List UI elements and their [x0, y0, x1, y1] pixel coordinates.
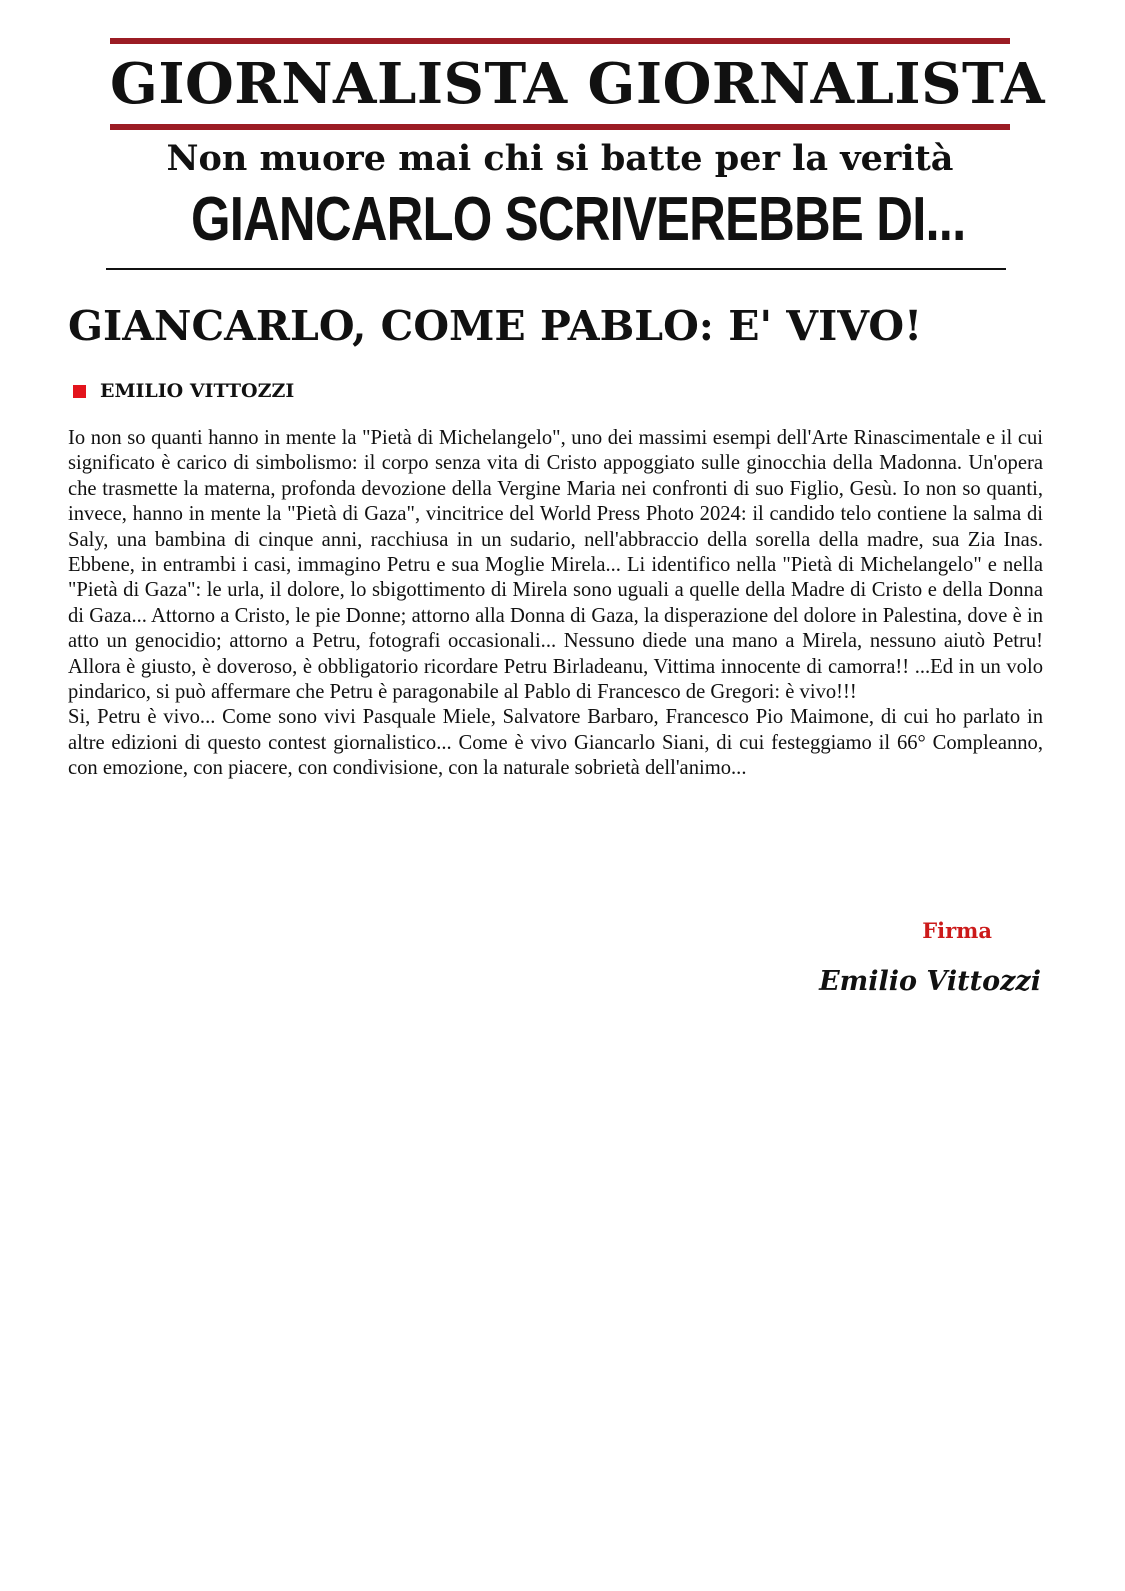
header-divider: [106, 268, 1006, 270]
signature-label: Firma: [922, 918, 992, 943]
author-byline: [73, 378, 294, 404]
section-banner: GIANCARLO SCRIVEREBBE DI...: [191, 185, 966, 254]
author-name: EMILIO VITTOZZI: [100, 380, 295, 402]
article-body: [68, 426, 1043, 782]
masthead-title: GIORNALISTA GIORNALISTA: [110, 51, 1046, 117]
signature-name: Emilio Vittozzi: [819, 966, 1041, 997]
masthead-motto: Non muore mai chi si batte per la verità: [166, 138, 954, 179]
square-bullet-icon: [73, 385, 86, 398]
article-paragraph: Io non so quanti hanno in mente la "Pietà di Michelangelo", uno dei massimi esempi dell'Arte Rinascimentale e il cui significato è carico di simbolismo: il corpo senza vita di Cristo appoggiato sulle ginocchia della Madonna. Un'opera che trasmette la materna, profonda devozione della Vergine Maria nei confronti di suo Figlio, Gesù. Io non so quanti, invece, hanno in mente la "Pietà di Gaza", vincitrice del World Press Photo 2024: il candido telo contiene la salma di Saly, una bambina di cinque anni, racchiusa in un sudario, nell'abbraccio della sorella della madre, sua Zia Inas. Ebbene, in entrambi i casi, immagino Petru e sua Moglie Mirela... Li identifico nella "Pietà di Michelangelo" e nella "Pietà di Gaza": le urla, il dolore, lo sbigottimento di Mirela sono uguali a quelle della Madre di Cristo e della Donna di Gaza... Attorno a Cristo, le pie Donne; attorno alla Donna di Gaza, la disperazione del dolore in Palestina, dove è in atto un genocidio; attorno a Petru, fotografi occasionali... Nessuno diede una mano a Mirela, nessuno aiutò Petru! Allora è giusto, è doveroso, è obbligatorio ricordare Petru Birladeanu, Vittima innocente di camorra!! ...Ed in un volo pindarico, si può affermare che Petru è paragonabile al Pablo di Francesco de Gregori: è vivo!!!: [68, 427, 1043, 704]
masthead-bottom-rule: [110, 124, 1010, 130]
article-paragraph: Si, Petru è vivo... Come sono vivi Pasquale Miele, Salvatore Barbaro, Francesco Pio Maimone, di cui ho parlato in altre edizioni di questo contest giornalistico... Come è vivo Giancarlo Siani, di cui festeggiamo il 66° Compleanno, con emozione, con piacere, con condivisione, con la naturale sobrietà dell'animo...: [68, 706, 1043, 780]
masthead: [110, 38, 1046, 256]
article-headline: GIANCARLO, COME PABLO: E' VIVO!: [68, 302, 923, 350]
